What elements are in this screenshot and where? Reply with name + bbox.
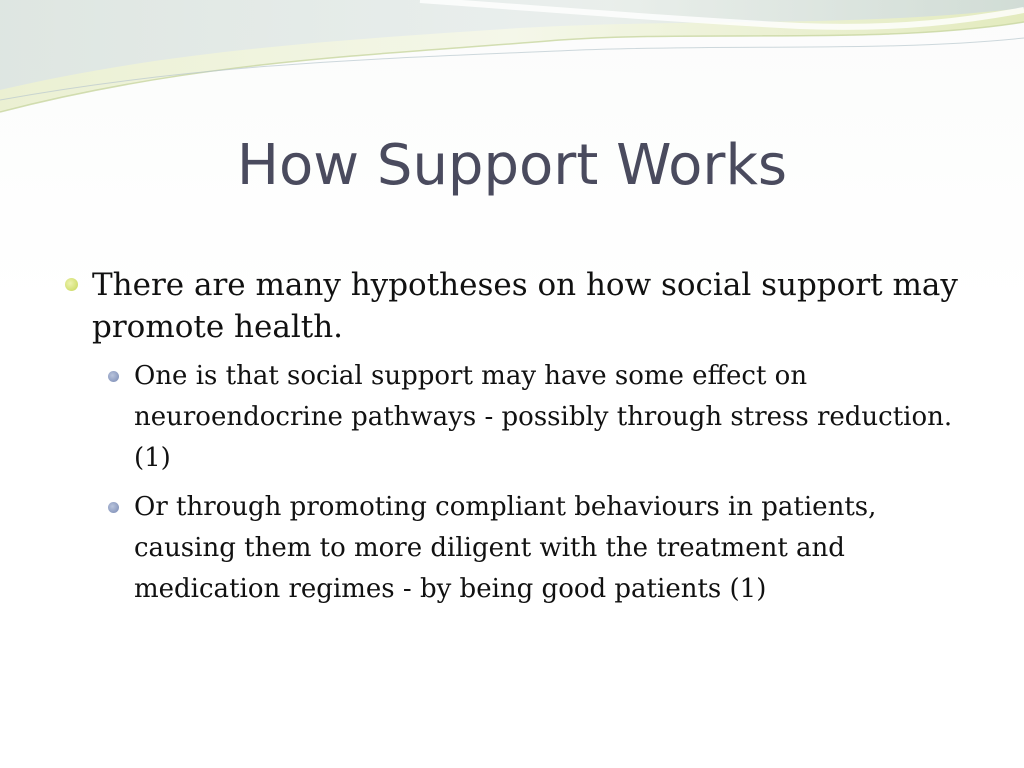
- sub-bullet-dot-icon: [108, 502, 119, 513]
- sub-bullet-text: Or through promoting compliant behaviours in patients, causing them to more diligent with the treatment and medication regimes - by being good patients (1): [134, 492, 877, 604]
- bullet-text: There are many hypotheses on how social support may promote health.: [92, 267, 958, 345]
- sub-bullet-dot-icon: [108, 371, 119, 382]
- slide-body: [62, 264, 972, 618]
- bullet-level-1: [62, 264, 972, 348]
- bullet-level-2: [134, 487, 972, 610]
- bullet-dot-icon: [65, 278, 78, 291]
- slide-title: How Support Works: [236, 133, 788, 198]
- decorative-wave-header: [0, 0, 1024, 130]
- bullet-level-2: [134, 356, 972, 479]
- sub-bullet-text: One is that social support may have some effect on neuroendocrine pathways - possibly through stress reduction. (1): [134, 361, 953, 473]
